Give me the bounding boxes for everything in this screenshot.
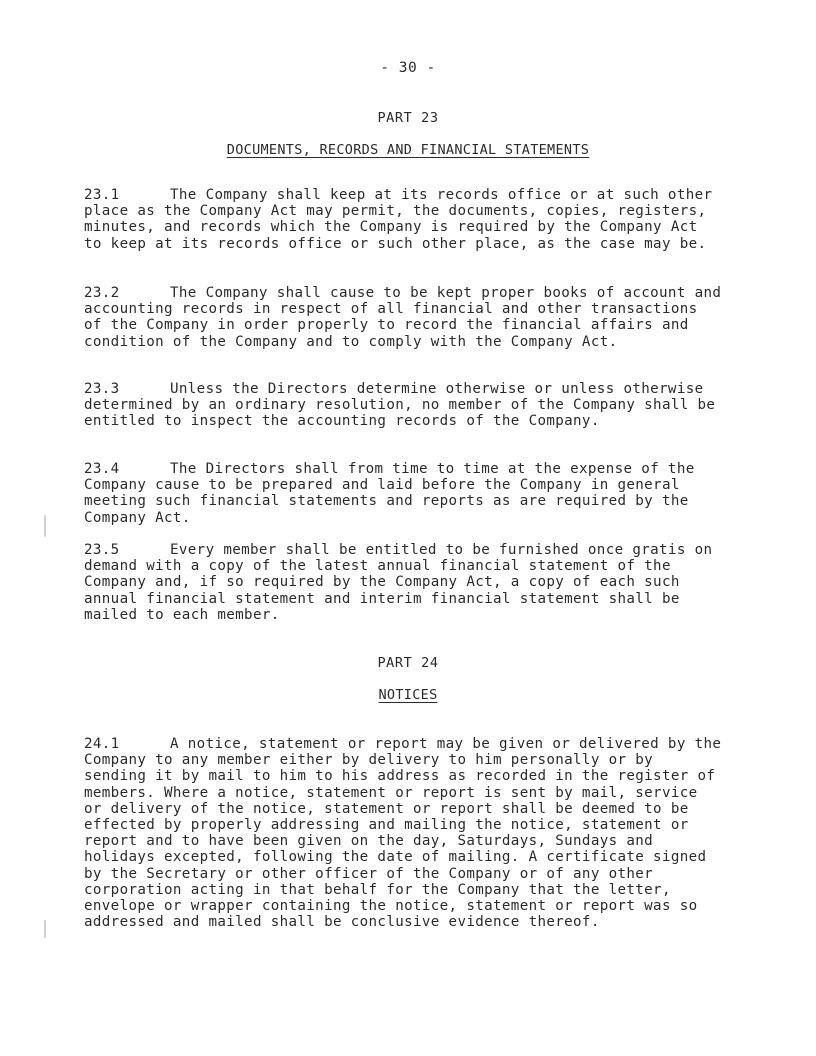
part-24-title: [0, 687, 816, 703]
part-24-heading: PART 24: [377, 655, 439, 671]
paragraph-text: Every member shall be entitled to be furnished once gratis on demand with a copy of the latest annual financial statement of the Company and, if so required by the Company Act, a copy of each such annual financial statement and interim financial statement shall be mailed to each member.: [84, 542, 713, 623]
paragraph-number: 23.2: [84, 285, 120, 301]
paragraph-number: 23.5: [84, 542, 120, 558]
paragraph-23-3: [84, 381, 724, 430]
paragraph-23-4: [84, 461, 724, 526]
paragraph-number: 23.3: [84, 381, 120, 397]
paragraph-text: The Company shall cause to be kept proper books of account and accounting records in respect of all financial and other transactions of the Company in order properly to record the financial affairs and condition of the Company and to comply with the Company Act.: [84, 285, 722, 350]
paragraph-text: Unless the Directors determine otherwise or unless otherwise determined by an ordinary resolution, no member of the Company shall be entitled to inspect the accounting records of the Company.: [84, 381, 716, 430]
part-23-title: [0, 142, 816, 158]
paragraph-24-1: [84, 736, 724, 930]
paragraph-number: 23.4: [84, 461, 120, 477]
paragraph-23-2: [84, 285, 724, 350]
paragraph-text: A notice, statement or report may be given or delivered by the Company to any member either by delivery to him personally or by sending it by mail to him to his address as recorded in the register of members. Where a notice, statement or report is sent by mail, service or delivery of the notice, statement or report shall be deemed to be effected by properly addressing and mailing the notice, statement or report and to have been given on the day, Saturdays, Sundays and holidays excepted, following the date of mailing. A certificate signed by the Secretary or other officer of the Company or of any other corporation acting in that behalf for the Company that the letter, envelope or wrapper containing the notice, statement or report was so addressed and mailed shall be conclusive evidence thereof.: [84, 736, 722, 931]
scan-mark: [44, 515, 46, 537]
paragraph-23-5: [84, 542, 724, 623]
paragraph-text: The Directors shall from time to time at the expense of the Company cause to be prepared and laid before the Company in general meeting such financial statements and reports as are required by the Company Act.: [84, 461, 695, 526]
part-23-title-text: DOCUMENTS, RECORDS AND FINANCIAL STATEMENTS: [226, 142, 590, 158]
paragraph-text: The Company shall keep at its records office or at such other place as the Company Act may permit, the documents, copies, registers, minutes, and records which the Company is required by the Company Act to keep at its records office or such other place, as the case may be.: [84, 187, 713, 252]
paragraph-23-1: [84, 187, 724, 252]
part-23-heading: PART 23: [377, 110, 439, 126]
scan-mark: [44, 920, 46, 938]
page-number: - 30 -: [380, 60, 436, 76]
paragraph-number: 24.1: [84, 736, 120, 752]
paragraph-number: 23.1: [84, 187, 120, 203]
part-24-title-text: NOTICES: [378, 687, 438, 703]
